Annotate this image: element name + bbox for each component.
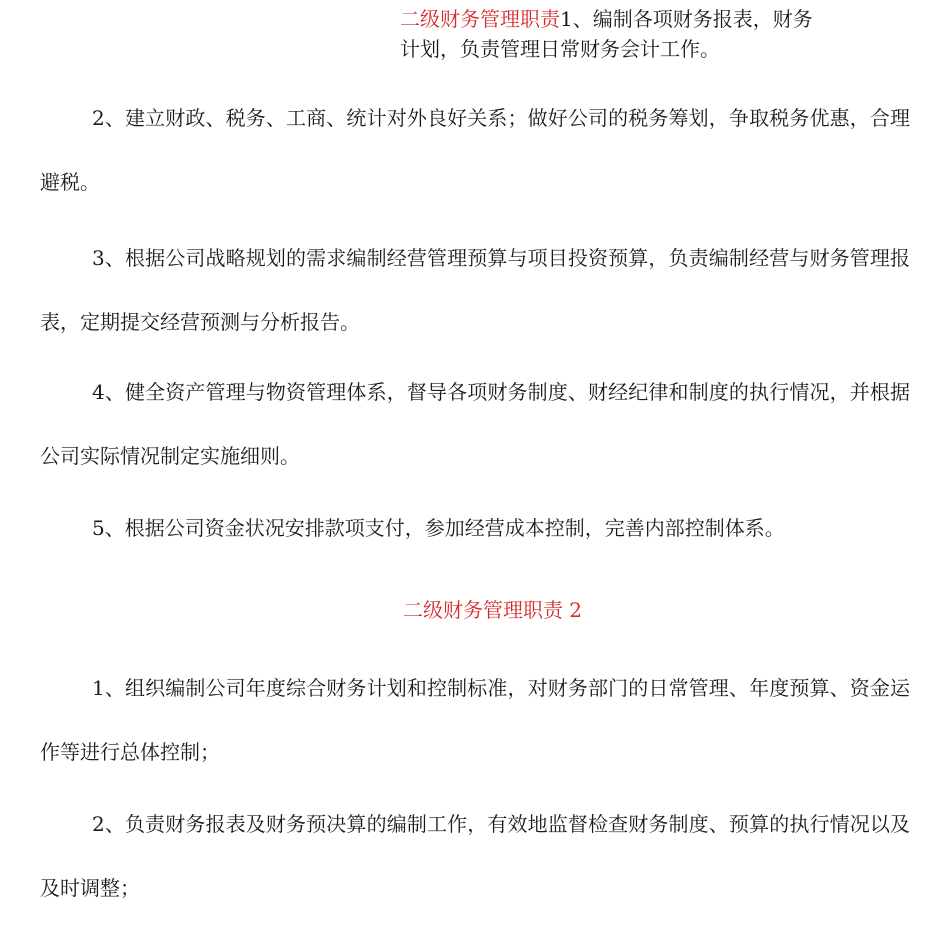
section1-item4: 4、健全资产管理与物资管理体系，督导各项财务制度、财经纪律和制度的执行情况，并根据公司实际情况制定实施细则。	[40, 380, 910, 468]
section1-item3: 3、根据公司战略规划的需求编制经营管理预算与项目投资预算，负责编制经营与财务管理报表，定期提交经营预测与分析报告。	[40, 246, 910, 334]
section2-title: 二级财务管理职责 2	[402, 598, 583, 622]
section1-title: 二级财务管理职责	[400, 7, 560, 31]
section1-item2: 2、建立财政、税务、工商、统计对外良好关系；做好公司的税务筹划，争取税务优惠，合理避税。	[40, 106, 910, 194]
section1-item1-line1: 1、编制各项财务报表，财务	[560, 7, 813, 31]
section1-item5: 5、根据公司资金状况安排款项支付，参加经营成本控制，完善内部控制体系。	[92, 516, 785, 540]
section2-item2: 2、负责财务报表及财务预决算的编制工作，有效地监督检查财务制度、预算的执行情况以及及时调整；	[40, 812, 910, 900]
section1-header	[400, 4, 900, 64]
section1-item1-line2: 计划，负责管理日常财务会计工作。	[400, 37, 720, 61]
section2-item1: 1、组织编制公司年度综合财务计划和控制标准，对财务部门的日常管理、年度预算、资金运作等进行总体控制；	[40, 676, 910, 764]
